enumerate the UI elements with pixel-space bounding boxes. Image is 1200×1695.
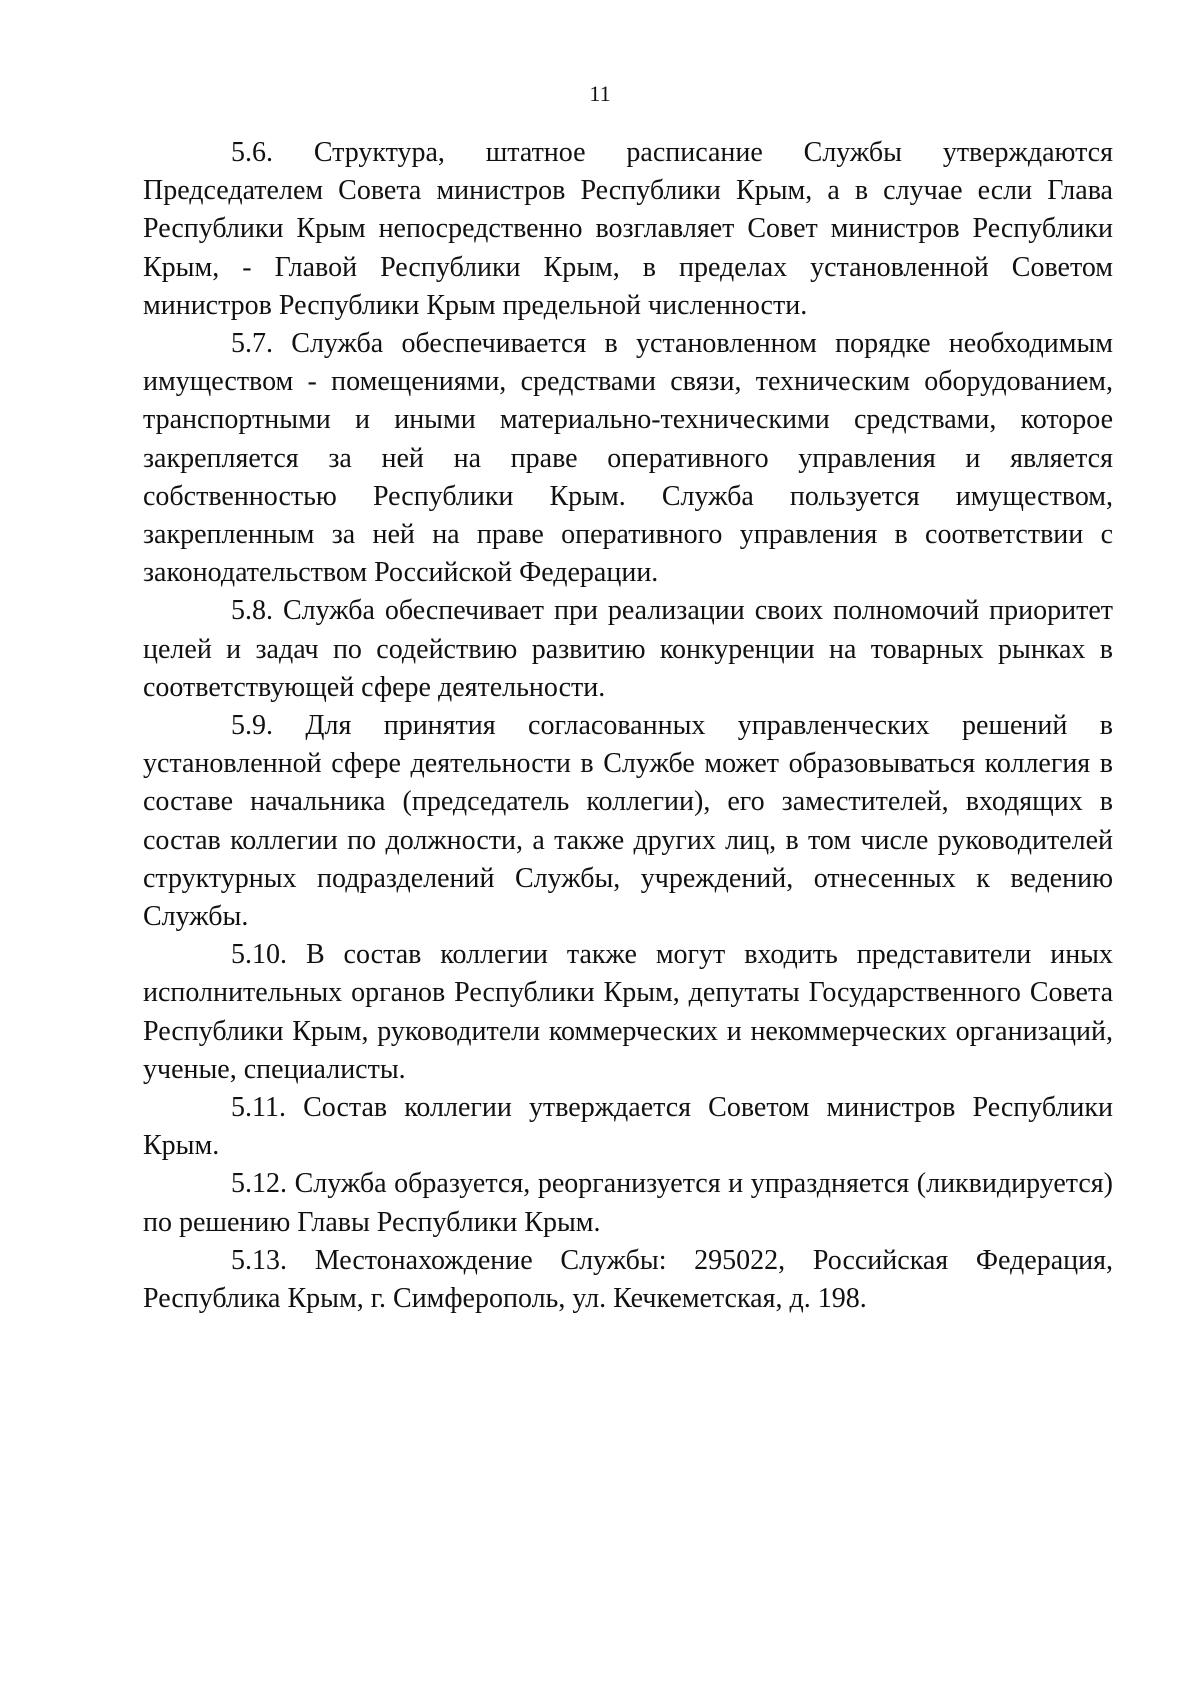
paragraph-5-8: 5.8. Служба обеспечивает при реализации своих полномочий приоритет целей и задач по содействию развитию конкуренции на товарных рынках в соответствующей сфере деятельности.	[143, 595, 1113, 703]
page-number: 11	[589, 81, 611, 106]
paragraph-5-9: 5.9. Для принятия согласованных управленческих решений в установленной сфере деятельности в Службе может образовываться коллегия в составе начальника (председатель коллегии), его заместителей, входящих в состав коллегии по должности, а также других лиц, в том числе руководителей структурных подразделений Службы, учреждений, отнесенных к ведению Службы.	[143, 710, 1113, 933]
document-body	[143, 134, 1113, 1318]
paragraph-5-13: 5.13. Местонахождение Службы: 295022, Российская Федерация, Республика Крым, г. Симферополь, ул. Кечкеметская, д. 198.	[143, 1244, 1113, 1315]
paragraph-5-12: 5.12. Служба образуется, реорганизуется и упраздняется (ликвидируется) по решению Главы Республики Крым.	[143, 1168, 1113, 1238]
paragraph-5-7: 5.7. Служба обеспечивается в установленном порядке необходимым имуществом - помещениями, средствами связи, техническим оборудованием, транспортными и иными материально-техническими средствами, которое закрепляется за ней на праве оперативного управления и является собственностью Республики Крым. Служба пользуется имуществом, закрепленным за ней на праве оперативного управления в соответствии с законодательством Российской Федерации.	[143, 328, 1113, 589]
paragraph-5-10: 5.10. В состав коллегии также могут входить представители иных исполнительных органов Республики Крым, депутаты Государственного Совета Республики Крым, руководители коммерческих и некоммерческих организаций, ученые, специалисты.	[143, 939, 1113, 1085]
paragraph-5-6: 5.6. Структура, штатное расписание Службы утверждаются Председателем Совета министров Республики Крым, а в случае если Глава Республики Крым непосредственно возглавляет Совет министров Республики Крым, - Главой Республики Крым, в пределах установленной Советом министров Республики Крым предельной численности.	[143, 137, 1113, 321]
paragraph-5-11: 5.11. Состав коллегии утверждается Советом министров Республики Крым.	[143, 1092, 1113, 1162]
